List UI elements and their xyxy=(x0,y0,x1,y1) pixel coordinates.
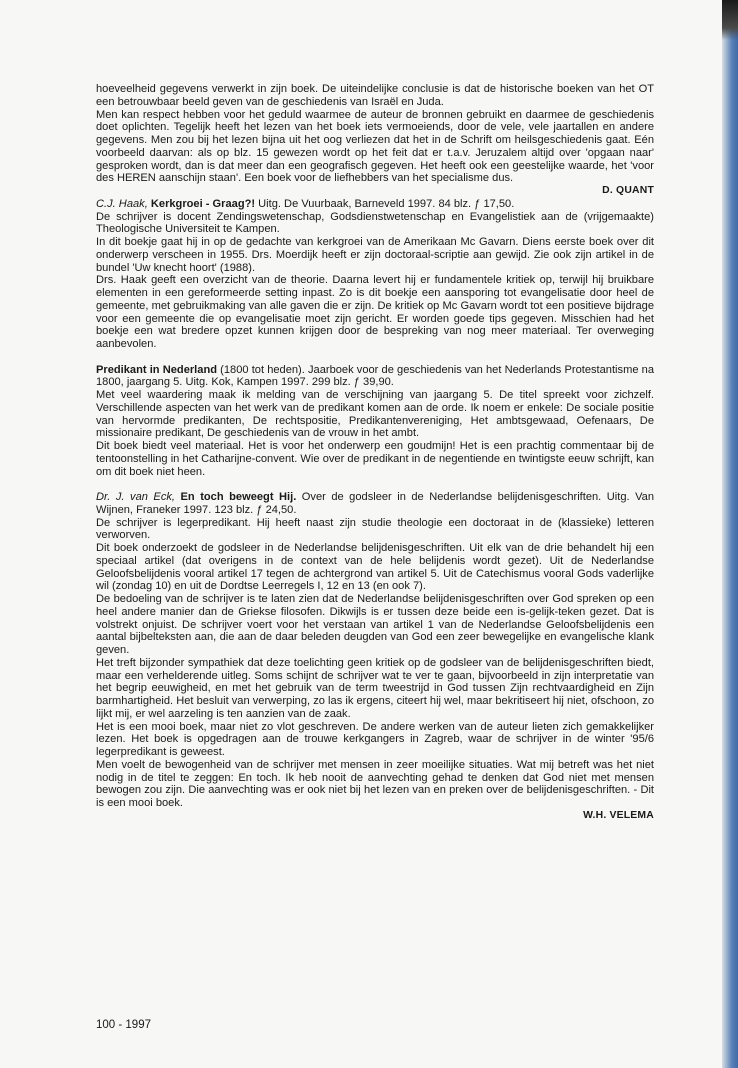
book-title: Predikant in Nederland xyxy=(96,363,217,376)
paragraph: In dit boekje gaat hij in op de gedachte van kerkgroei van de Amerikaan Mc Gavarn. Diens eerste boek over dit onderwerp verscheen in 1955. Drs. Moerdijk heeft er zijn doctoraal-scriptie aan gewijd. Zie ook zijn artikel in de bundel 'Uw knecht hoort' (1988). xyxy=(96,236,654,274)
book-heading xyxy=(96,198,654,211)
paragraph: Dit boek onderzoekt de godsleer in de Nederlandse belijdenisgeschriften. Uit elk van de drie behandelt hij een speciaal artikel (dat overigens in de context van de hele belijdenis wordt gezet). Uit de Nederlandse Geloofsbelijdenis vooral artikel 17 tegen de achtergrond van artikel 5. Uit de Catechismus vooral Gods vaderlijke wil (zondag 10) en uit de Dordtse Leerregels I, 12 en 13 (en ook 7). xyxy=(96,542,654,593)
paragraph: Met veel waardering maak ik melding van de verschijning van jaargang 5. De titel spreekt voor zichzelf. Verschillende aspecten van het werk van de predikant komen aan de orde. Ik noem er enkele: De sociale positie van hervormde predikanten, De rechtspositie, Predikantenvereniging, Het ambtsgewaad, Oefenaars, De missionaire predikant, De geschiedenis van de vrouw in het ambt. xyxy=(96,389,654,440)
page-edge-shadow xyxy=(722,0,738,40)
paragraph: Het is een mooi boek, maar niet zo vlot geschreven. De andere werken van de auteur lieten zich gemakkelijker lezen. Het boek is opgedragen aan de trouwe kerkgangers in Zagreb, waar de schrijver in de winter '95/6 legerpredikant is geweest. xyxy=(96,720,654,758)
book-bibliographic-info: Over de godsleer in de Nederlandse belijdenisgeschriften. Uitg. Van Wijnen, Franeker 1997. 123 blz. ƒ 24,50. xyxy=(96,491,654,516)
review-kerkgroei xyxy=(96,198,654,351)
paragraph: De bedoeling van de schrijver is te laten zien dat de Nederlandse belijdenisgeschriften over God spreken op een heel andere manier dan de Griekse filosofen. Dikwijls is er tussen deze beide een is-gelijk-teken gezet. Dat is volstrekt onjuist. De schrijver voert voor het verstaan van artikel 1 van de Nederlandse Geloofsbelijdenis een aantal bijbelteksten aan, die aan de daar beleden deugden van God een zeer bewegelijke en evangelische klank geven. xyxy=(96,593,654,656)
reviewer-signature: W.H. VELEMA xyxy=(583,809,654,821)
paragraph: Men kan respect hebben voor het geduld waarmee de auteur de bronnen gebruikt en daarmee de geschiedenis doet oplichten. Tegelijk heeft het lezen van het boek iets vermoeiends, door de vele, vele jaartallen en andere gegevens. Men zou bij het lezen bijna uit het oog verliezen dat het in de Schrift om heilsgeschiedenis gaat. Eén voorbeeld daarvan: als op blz. 15 gewezen wordt op het feit dat er t.a.v. Jeruzalem altijd over 'opgaan naar' gesproken wordt, dan is dat meer dan een geografisch gegeven. Het heeft ook een geestelijke waarde, het 'voor des HEREN aanschijn staan'. Een boek voor de liefhebbers van het specialisme dus. xyxy=(96,108,654,185)
paragraph: Drs. Haak geeft een overzicht van de theorie. Daarna levert hij er fundamentele kritiek op, terwijl hij bruikbare elementen in een gereformeerde setting inpast. Zo is dit boekje een aansporing tot evangelisatie door heel de gemeente, met gebruikmaking van alle gaven die er zijn. De kritiek op Mc Gavarn wordt tot een positieve bijdrage voor een gemeente die op evangelisatie moet zijn gericht. Er worden goede tips gegeven. Misschien had het boekje een wat bredere opzet kunnen krijgen door de bespreking van nog meer materiaal. Ter overweging aanbevolen. xyxy=(96,274,654,350)
book-heading xyxy=(96,364,654,390)
paragraph: Men voelt de bewogenheid van de schrijver met mensen in zeer moeilijke situaties. Wat mij betreft was het niet nodig in de titel te zeggen: En toch. Ik heb nooit de aanvechting gehad te denken dat God niet met mensen bewogen zou zijn. Die aanvechting was er ook niet bij het lezen van en preken over de belijdenisgeschriften. - Dit is een mooi boek. xyxy=(96,758,654,809)
book-bibliographic-info: Uitg. De Vuurbaak, Barneveld 1997. 84 blz. ƒ 17,50. xyxy=(255,197,515,210)
paragraph: De schrijver is docent Zendingswetenschap, Godsdienstwetenschap en Evangelistiek aan de (vrijgemaakte) Theologische Universiteit te Kampen. xyxy=(96,210,654,236)
section-spacer xyxy=(96,478,654,491)
review-predikant-in-nederland xyxy=(96,364,654,479)
book-author: C.J. Haak, xyxy=(96,197,148,210)
book-title: Kerkgroei - Graag?! xyxy=(150,197,256,210)
paragraph: Het treft bijzonder sympathiek dat deze toelichting geen kritiek op de godsleer van de belijdenisgeschriften biedt, maar een verhelderende uitleg. Soms schijnt de schrijver wat te ver te gaan, bijvoorbeeld in zijn interpretatie van het begrip eeuwigheid, en met het gebruik van de term tweestrijd in God tussen Zijn rechtvaardigheid en Zijn barmhartigheid. Het besluit van verwerping, zo las ik ergens, citeert hij wel, maar bekritiseert hij niet, ofschoon, zo lijkt mij, er wel aarzeling is ten aanzien van de zaak. xyxy=(96,656,654,720)
review-historische-boeken xyxy=(96,83,654,198)
book-title: En toch beweegt Hij. xyxy=(180,491,297,503)
paragraph: De schrijver is legerpredikant. Hij heeft naast zijn studie theologie een doctoraat in de (klassieke) letteren verworven. xyxy=(96,516,654,542)
review-column xyxy=(96,83,654,823)
book-heading xyxy=(96,491,654,517)
book-bibliographic-info: (1800 tot heden). Jaarboek voor de geschiedenis van het Nederlands Protestantisme na 1800, jaargang 5. Uitg. Kok, Kampen 1997. 299 blz. ƒ 39,90. xyxy=(96,363,654,389)
paragraph: Dit boek biedt veel materiaal. Het is voor het onderwerp een goudmijn! Het is een prachtig commentaar bij de tentoonstelling in het Catharijne-convent. Wie over de predikant in de negentiende en twintigste eeuw schrijft, kan om dit boek niet heen. xyxy=(96,440,654,478)
review-en-toch-beweegt-hij xyxy=(96,491,654,823)
page-number: 100 - 1997 xyxy=(96,1019,151,1031)
book-author: Dr. J. van Eck, xyxy=(96,491,175,503)
reviewer-signature: D. QUANT xyxy=(602,185,654,196)
paragraph: hoeveelheid gegevens verwerkt in zijn boek. De uiteindelijke conclusie is dat de historische boeken van het OT een betrouwbaar beeld geven van de geschiedenis van Israël en Juda. xyxy=(96,83,654,108)
section-spacer xyxy=(96,351,654,364)
page-edge-binding xyxy=(722,0,738,1068)
